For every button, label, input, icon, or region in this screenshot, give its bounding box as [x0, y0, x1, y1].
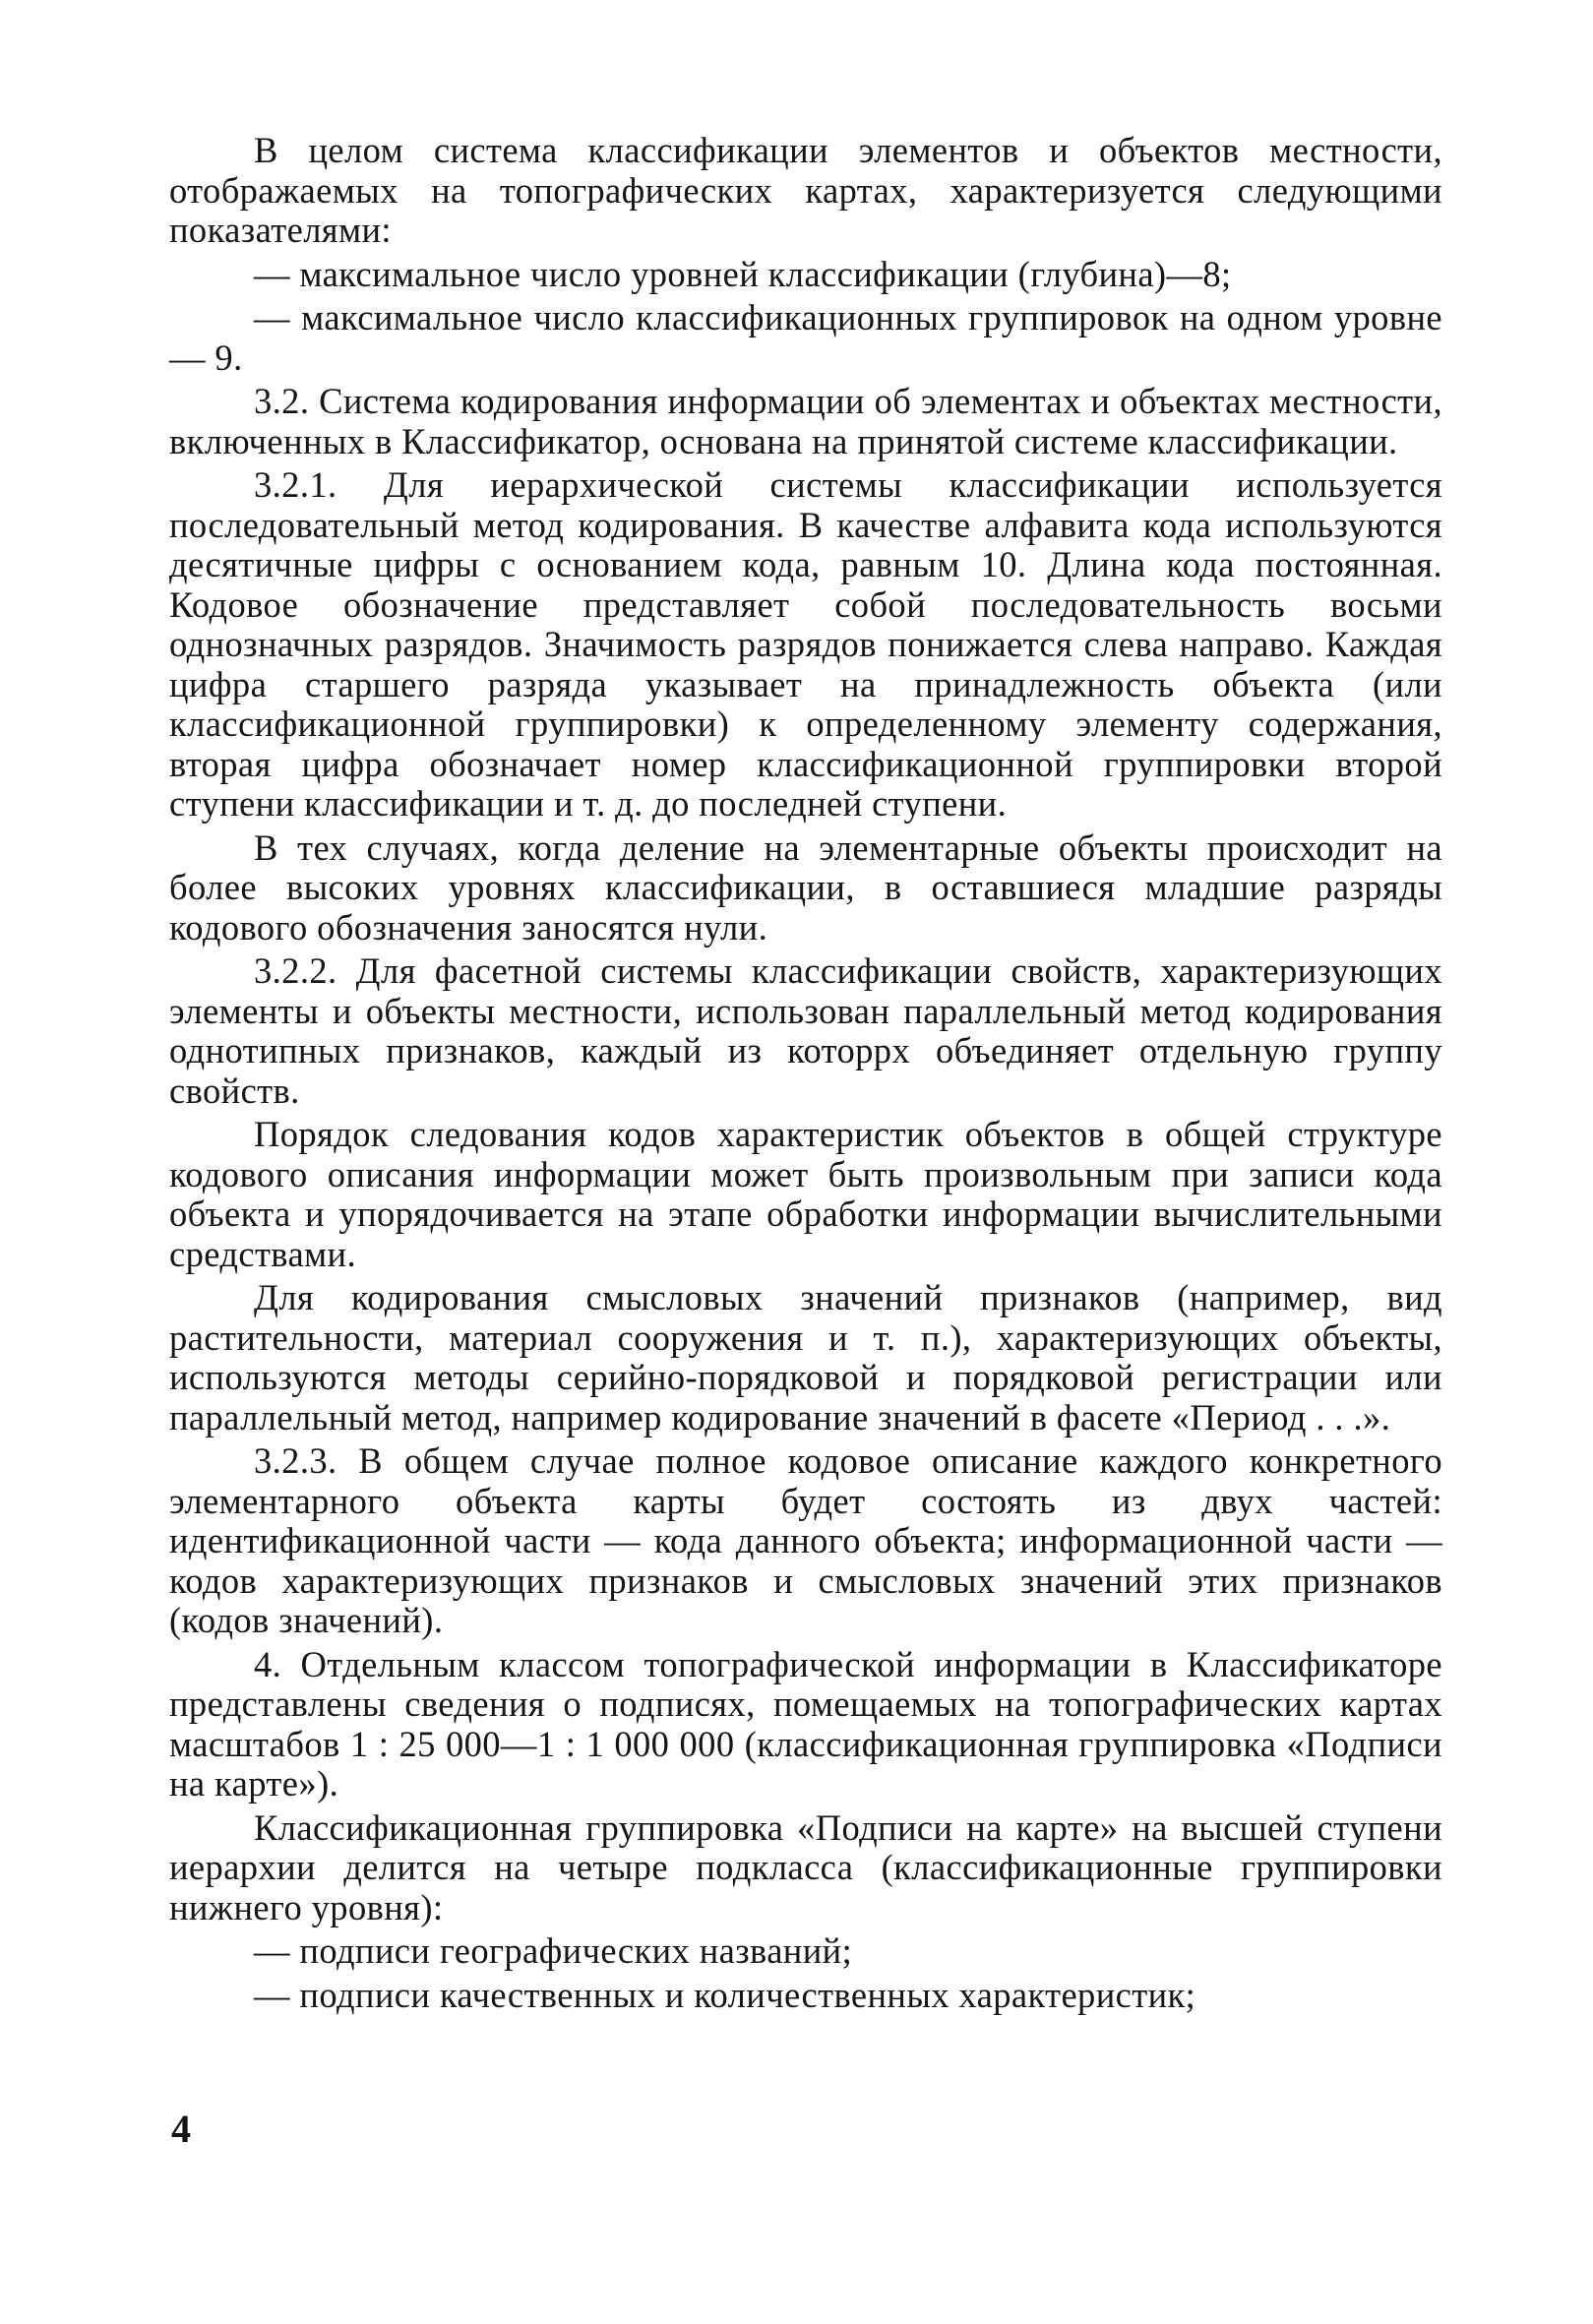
paragraph-semantic-values: Для кодирования смысловых значений признаков (например, вид растительности, материал сооружения и т. п.), характеризующих объекты, используются методы серийно-порядковой и порядковой регистрации или параллельный метод, например кодирование значений в фасете «Период . . .».: [169, 1277, 1442, 1437]
paragraph-3-2-1: 3.2.1. Для иерархической системы классификации используется последовательный метод кодирования. В качестве алфавита кода используются десятичные цифры с основанием кода, равным 10. Длина кода постоянная. Кодовое обозначение представляет собой последовательность восьми однозначных разрядов. Значимость разрядов понижается слева направо. Каждая цифра старшего разряда указывает на принадлежность объекта (или классификационной группировки) к определенному элементу содержания, вторая цифра обозначает номер классификационной группировки второй ступени классификации и т. д. до последней ступени.: [169, 464, 1442, 824]
paragraph-3-2-3: 3.2.3. В общем случае полное кодовое описание каждого конкретного элементарного объекта карты будет состоять из двух частей: идентификационной части — кода данного объекта; информационной части — кодов характеризующих признаков и смысловых значений этих признаков (кодов значений).: [169, 1440, 1442, 1640]
paragraph-3-2-2: 3.2.2. Для фасетной системы классификации свойств, характеризующих элементы и объекты местности, использован параллельный метод кодирования однотипных признаков, каждый из которрх объединяет отдельную группу свойств.: [169, 950, 1442, 1111]
paragraph-zeros: В тех случаях, когда деление на элементарные объекты происходит на более высоких уровнях классификации, в оставшиеся младшие разряды кодового обозначения заносятся нули.: [169, 826, 1442, 948]
list-item-characteristics: — подписи качественных и количественных характеристик;: [254, 1974, 1196, 2015]
paragraph-code-order: Порядок следования кодов характеристик объектов в общей структуре кодового описания информации может быть произвольным при записи кода объекта и упорядочивается на этапе обработки информации вычислительными средствами.: [169, 1114, 1442, 1274]
list-item-max-groups: — максимальное число классификационных группировок на одном уровне — 9.: [169, 297, 1442, 378]
page-body: [169, 131, 1442, 2197]
list-item-max-levels: — максимальное число уровней классификации (глубина)—8;: [254, 253, 1232, 294]
paragraph-subclasses: Классификационная группировка «Подписи на карте» на высшей ступени иерархии делится на четыре подкласса (классификационные группировки нижнего уровня):: [169, 1806, 1442, 1927]
paragraph-1: В целом система классификации элементов и объектов местности, отображаемых на топографических картах, характеризуется следующими показателями:: [169, 130, 1442, 250]
paragraph-3-2: 3.2. Система кодирования информации об элементах и объектах местности, включенных в Классификатор, основана на принятой системе классификации.: [169, 381, 1442, 461]
paragraph-4: 4. Отдельным классом топографической информации в Классификаторе представлены сведения о подписях, помещаемых на топографических картах масштабов 1 : 25 000—1 : 1 000 000 (классификационная группировка «Подписи на карте»).: [169, 1643, 1442, 1804]
list-item-geo-names: — подписи географических названий;: [254, 1930, 853, 1971]
page-number: 4: [171, 2107, 191, 2151]
